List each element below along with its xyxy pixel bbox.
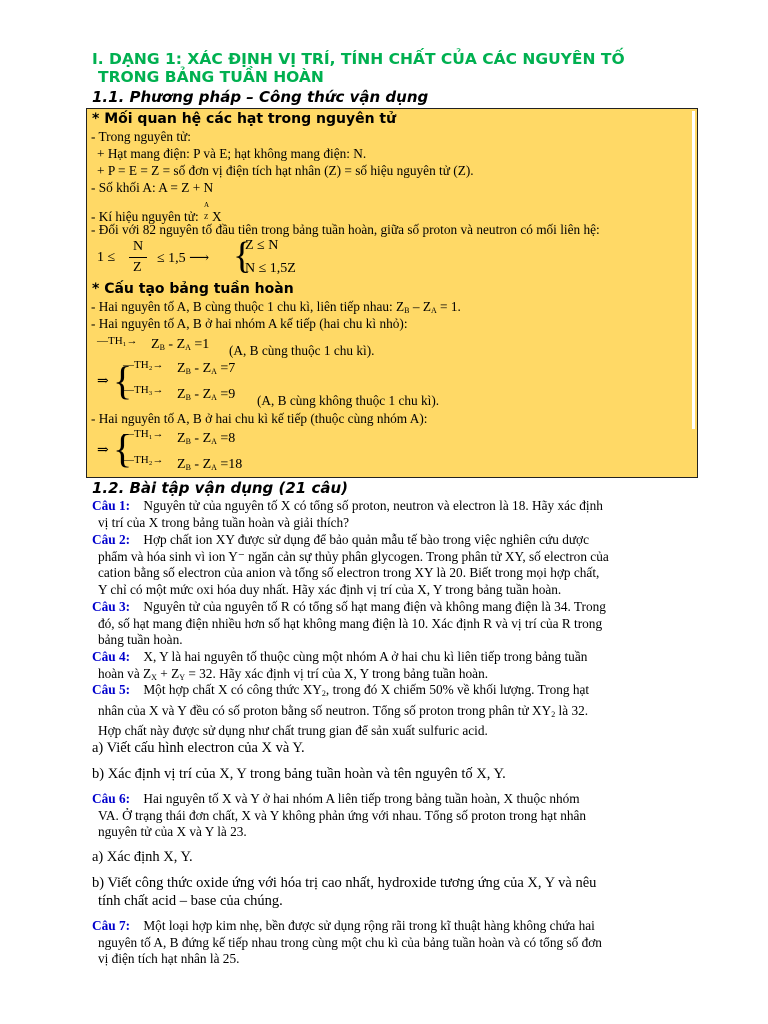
arrow-g1: —TH₁→ [123, 428, 164, 440]
section-title [92, 50, 692, 86]
note: (A, B cùng không thuộc 1 chu kì). [257, 393, 440, 408]
ineq-den: Z [133, 260, 142, 275]
value: =9 [220, 387, 236, 402]
title-line-2: TRONG BẢNG TUẦN HOÀN [98, 68, 324, 86]
question-text: Y chỉ có một mức oxi hóa duy nhất. Hãy xác định vị trí của X, Y trong bảng tuần hoàn. [98, 581, 562, 597]
question-text: vị điện tích hạt nhân là 25. [98, 951, 240, 966]
arrow-th2: —TH₂→ [123, 359, 164, 371]
box-heading-table: * Cấu tạo bảng tuần hoàn [92, 281, 294, 297]
arrow-th3: —TH₃→ [123, 384, 164, 396]
question-1 [92, 498, 694, 531]
text: nhân của X và Y đều có số proton bằng số neutron. Tổng số proton trong phân tử XY [98, 702, 552, 718]
box-line: - Đối với 82 nguyên tố đầu tiên trong bảng tuần hoàn, giữa số proton và neutron có mối liên hệ: [91, 222, 600, 237]
implies-symbol: ⇒ [97, 443, 109, 458]
text: = 32. Hãy xác định vị trí của X, Y trong bảng tuần hoàn. [185, 665, 489, 681]
question-text: Hai nguyên tố X và Y ở hai nhóm A liên tiếp trong bảng tuần hoàn, X thuộc nhóm [143, 791, 580, 806]
sub: A [430, 306, 437, 315]
atomic-number: Z [203, 213, 209, 221]
question-7 [92, 918, 694, 968]
formula-box [86, 108, 698, 478]
question-label: Câu 6: [92, 791, 131, 806]
sub: A [211, 393, 217, 402]
zb-za-expr [151, 337, 209, 353]
question-label: Câu 4: [92, 649, 131, 664]
ineq-left: 1 ≤ [97, 250, 116, 265]
text: = 1. [436, 299, 461, 314]
zb-za-expr [177, 457, 242, 473]
question-6 [92, 791, 694, 841]
answer-5a: a) Viết cấu hình electron của X và Y. [92, 740, 305, 756]
question-label: Câu 2: [92, 532, 131, 547]
minus: - Z [190, 431, 212, 446]
question-text: Một loại hợp kim nhẹ, bền được sử dụng rộng rãi trong kĩ thuật hàng không chứa hai [143, 918, 595, 933]
zb-za-expr [177, 431, 235, 447]
question-label: Câu 1: [92, 498, 131, 513]
question-text: Nguyên tử của nguyên tố X có tổng số proton, neutron và electron là 18. Hãy xác định [143, 498, 603, 513]
answer-text: tính chất acid – base của chúng. [98, 893, 283, 909]
note: (A, B cùng thuộc 1 chu kì). [229, 343, 375, 358]
zb-za-expr [177, 387, 235, 403]
z: Z [151, 337, 160, 352]
sub: B [159, 343, 165, 352]
text: hoàn và Z [98, 665, 152, 681]
question-label: Câu 7: [92, 918, 131, 933]
arrow-g2: —TH₂→ [123, 454, 164, 466]
z: Z [177, 431, 186, 446]
text: - Hai nguyên tố A, B cùng thuộc 1 chu kì, liên tiếp nhau: Z [91, 299, 405, 314]
title-line-1: I. DẠNG 1: XÁC ĐỊNH VỊ TRÍ, TÍNH CHẤT CỦA CÁC NGUYÊN TỐ [92, 50, 625, 68]
answer-6b [92, 874, 694, 910]
method-heading: 1.1. Phương pháp – Công thức vận dụng [92, 88, 429, 106]
question-text: Hợp chất ion XY được sử dụng để bảo quản mẫu tế bào trong việc nghiên cứu dược [143, 532, 589, 547]
ineq-r2: N ≤ 1,5Z [245, 261, 296, 276]
question-label: Câu 5: [92, 682, 131, 697]
box-line: - Hai nguyên tố A, B ở hai nhóm A kế tiếp (hai chu kì nhỏ): [91, 316, 408, 331]
sub: B [185, 463, 191, 472]
box-heading-particles: * Mối quan hệ các hạt trong nguyên tử [92, 111, 397, 127]
question-text: bảng tuần hoàn. [98, 632, 183, 647]
question-4 [92, 649, 694, 686]
box-line: - Trong nguyên tử: [91, 129, 191, 144]
value: =18 [220, 457, 243, 472]
question-text: VA. Ở trạng thái đơn chất, X và Y không phản ứng với nhau. Tổng số proton trong hạt nhân [98, 807, 587, 823]
answer-5b: b) Xác định vị trí của X, Y trong bảng tuần hoàn và tên nguyên tố X, Y. [92, 766, 506, 782]
atom-symbol-label: - Kí hiệu nguyên tử: [91, 209, 199, 224]
sub: A [211, 437, 217, 446]
question-text: cation bằng số electron của anion và tổng số electron trong XY là 20. Biết trong mọi hợp chất, [98, 565, 600, 580]
question-text: X, Y là hai nguyên tố thuộc cùng một nhóm A ở hai chu kì liên tiếp trong bảng tuần [143, 649, 588, 664]
minus: - Z [190, 387, 212, 402]
text: + Z [156, 665, 180, 681]
sub: A [211, 463, 217, 472]
sub: 2 [551, 709, 556, 719]
brace: { [113, 426, 133, 471]
brace: { [113, 358, 133, 403]
sub: Y [179, 672, 186, 682]
sub: B [185, 393, 191, 402]
box-edge [692, 111, 695, 429]
sub: A [185, 343, 191, 352]
question-3 [92, 599, 694, 649]
text: – Z [409, 299, 431, 314]
sub: X [151, 672, 157, 682]
answer-6a: a) Xác định X, Y. [92, 849, 193, 865]
brace: { [233, 235, 252, 277]
box-line: + Hạt mang điện: P và E; hạt không mang điện: N. [97, 146, 367, 161]
box-line: + P = E = Z = số đơn vị điện tích hạt nhân (Z) = số hiệu nguyên tử (Z). [97, 163, 474, 178]
answer-text: b) Viết công thức oxide ứng với hóa trị cao nhất, hydroxide tương ứng của X, Y và nêu [92, 875, 597, 891]
question-5 [92, 682, 694, 740]
mass-number: A [203, 201, 210, 209]
minus: - Z [164, 337, 186, 352]
minus: - Z [190, 457, 212, 472]
arrow-th1: —TH₁→ [97, 335, 138, 347]
sub: B [185, 367, 191, 376]
z: Z [177, 361, 186, 376]
question-text: , trong đó X chiếm 50% về khối lượng. Trong hạt [325, 682, 590, 697]
value: =8 [220, 431, 236, 446]
question-text: Nguyên tử của nguyên tố R có tổng số hạt mang điện và không mang điện là 34. Trong [143, 599, 606, 614]
zb-za-expr [177, 361, 235, 377]
ineq-right: ≤ 1,5 ⟶ [157, 251, 210, 266]
question-text: nguyên tử của X và Y là 23. [98, 824, 247, 839]
question-text: Một hợp chất X có công thức XY [143, 682, 322, 697]
fraction-bar [129, 257, 147, 258]
value: =1 [194, 337, 210, 352]
question-text [92, 703, 694, 724]
atom-notation [202, 201, 212, 221]
question-text: nguyên tố A, B đứng kế tiếp nhau trong cùng một chu kì của bảng tuần hoàn và có tổng số đơn [98, 934, 602, 950]
z: Z [177, 387, 186, 402]
question-text: vị trí của X trong bảng tuần hoàn và giải thích? [98, 514, 350, 530]
box-line: - Số khối A: A = Z + N [91, 180, 214, 195]
exercises-heading: 1.2. Bài tập vận dụng (21 câu) [92, 479, 349, 497]
question-text: phẩm và hóa sinh vì ion Y⁻ ngăn cản sự thủy phân glycogen. Trong phân tử XY, số electron của [98, 548, 609, 564]
question-2 [92, 532, 694, 598]
element-x: X [211, 209, 222, 224]
z: Z [177, 457, 186, 472]
sub: 2 [321, 689, 326, 698]
ineq-r1: Z ≤ N [245, 238, 279, 253]
question-text: đó, số hạt mang điện nhiều hơn số hạt không mang điện là 10. Xác định R và vị trí của R trong [98, 615, 603, 631]
question-label: Câu 3: [92, 599, 131, 614]
question-text: Hợp chất này được sử dụng như chất trung gian để sản xuất sulfuric acid. [98, 723, 488, 738]
sub: B [185, 437, 191, 446]
sub: A [211, 367, 217, 376]
minus: - Z [190, 361, 212, 376]
text: là 32. [555, 702, 589, 718]
value: =7 [220, 361, 236, 376]
sub: B [404, 306, 410, 315]
box-line: - Hai nguyên tố A, B ở hai chu kì kế tiếp (thuộc cùng nhóm A): [91, 411, 428, 426]
implies-symbol: ⇒ [97, 374, 109, 389]
ineq-num: N [133, 239, 144, 254]
